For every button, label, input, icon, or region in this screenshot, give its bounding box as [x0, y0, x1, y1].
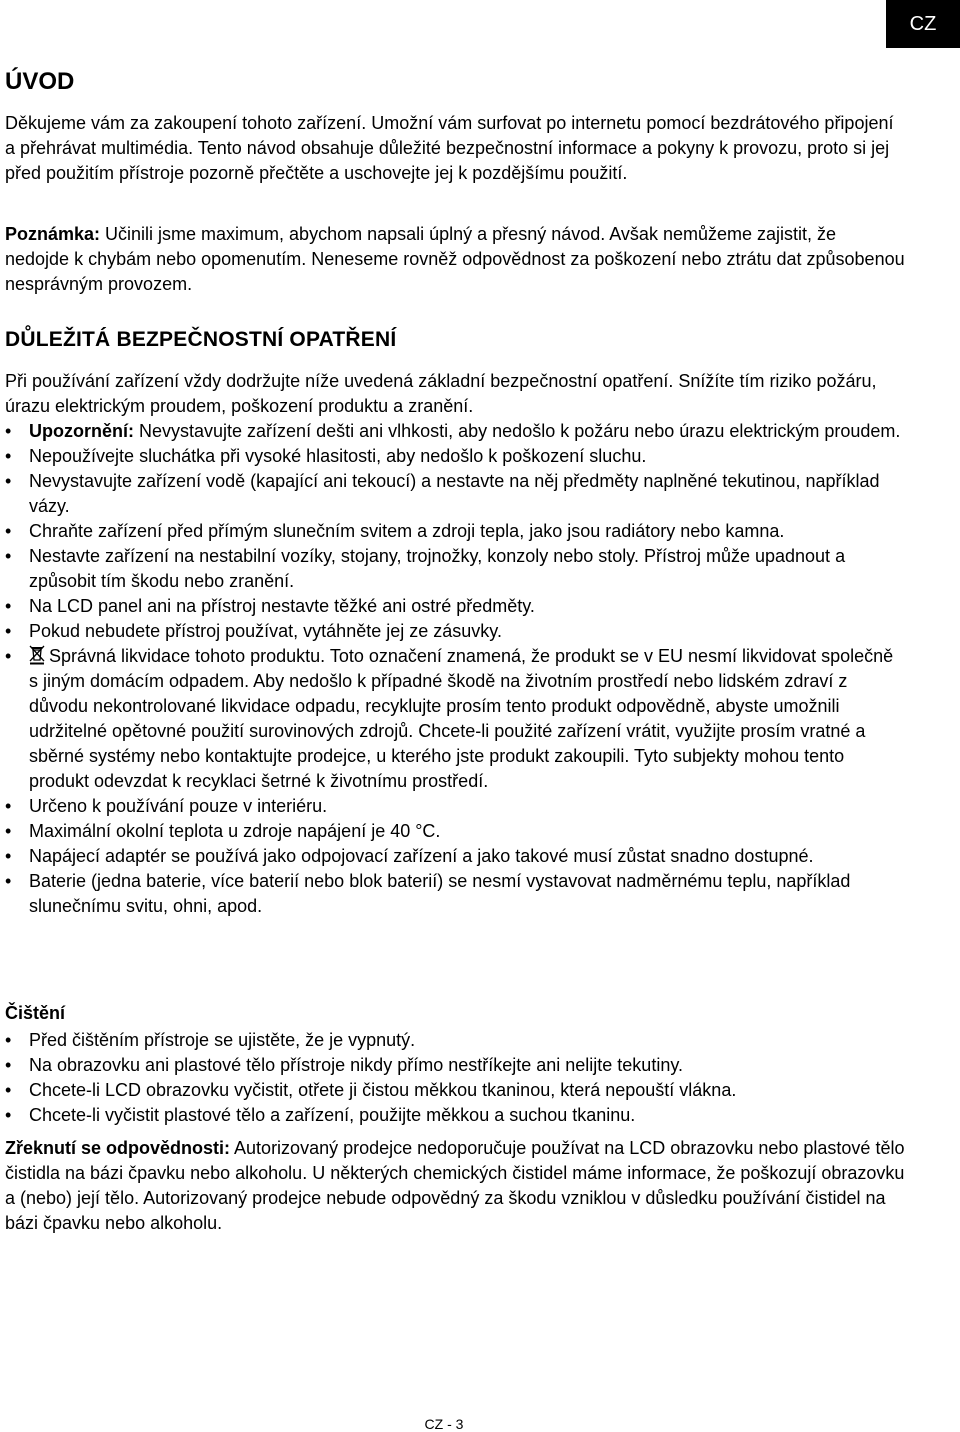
list-item: • Chraňte zařízení před přímým slunečním svitem a zdroji tepla, jako jsou radiátory nebo kamna.: [5, 519, 905, 544]
language-tab: CZ: [886, 0, 960, 48]
safety-intro: Při používání zařízení vždy dodržujte níže uvedená základní bezpečnostní opatření. Snížíte tím riziko požáru, úrazu elektrickým proudem, poškození produktu a zranění.: [5, 371, 877, 416]
list-item: • Na obrazovku ani plastové tělo přístroje nikdy přímo nestříkejte ani nelijte tekutiny.: [5, 1053, 905, 1078]
list-item: • Chcete-li vyčistit plastové tělo a zařízení, použijte měkkou a suchou tkaninu.: [5, 1103, 905, 1128]
list-item: • Na LCD panel ani na přístroj nestavte těžké ani ostré předměty.: [5, 594, 905, 619]
list-item: • Před čištěním přístroje se ujistěte, že je vypnutý.: [5, 1028, 905, 1053]
note-paragraph: [5, 222, 905, 297]
list-item-warning: [5, 419, 905, 444]
note-text: Učinili jsme maximum, abychom napsali úplný a přesný návod. Avšak nemůžeme zajistit, že nedojde k chybám nebo opomenutím. Neneseme rovněž odpovědnost za poškození nebo ztrátu dat způsobenou nesprávným provozem.: [5, 224, 905, 294]
disposal-text: Správná likvidace tohoto produktu. Toto označení znamená, že produkt se v EU nesmí likvidovat společně s jiným domácím odpadem. Aby nedošlo k případné škodě na životním prostředí nebo lidském zdraví z důvodu nekontrolované likvidace odpadu, recyklujte prosím tento produkt odpovědně, abyste umožnili udržitelné opětovné použití surovinových zdrojů. Chcete-li použité zařízení vrátit, využijte prosím vratné a sběrné systémy nebo kontaktujte prodejce, u kterého jste produkt zakoupili. Tyto subjekty mohou tento produkt odevzdat k recyklaci šetrné k životnímu prostředí.: [29, 646, 894, 791]
warning-label: Upozornění:: [29, 421, 134, 441]
disclaimer-label: Zřeknutí se odpovědnosti:: [5, 1138, 231, 1158]
safety-list: [5, 419, 905, 919]
cleaning-list: [5, 1028, 905, 1128]
list-item-disposal: [5, 644, 905, 794]
crossed-bin-icon: [29, 645, 45, 665]
disclaimer-text: Autorizovaný prodejce nedoporučuje používat na LCD obrazovku nebo plastové tělo čistidla na bázi čpavku nebo alkoholu. U některých chemických čistidel máme informace, že poškozují obrazovku a (nebo) její tělo. Autorizovaný prodejce nebude odpovědný za škodu vzniklou v důsledku používání čistidel na bázi čpavku nebo alkoholu.: [5, 1138, 905, 1233]
list-item: • Nepoužívejte sluchátka při vysoké hlasitosti, aby nedošlo k poškození sluchu.: [5, 444, 905, 469]
list-item: • Napájecí adaptér se používá jako odpojovací zařízení a jako takové musí zůstat snadno dostupné.: [5, 844, 905, 869]
intro-paragraph: Děkujeme vám za zakoupení tohoto zařízení. Umožní vám surfovat po internetu pomocí bezdrátového připojení a přehrávat multimédia. Tento návod obsahuje důležité bezpečnostní informace a pokyny k provozu, proto si jej před použitím přístroje pozorně přečtěte a uschovejte jej k pozdějšímu použití.: [5, 113, 894, 183]
safety-title: DŮLEŽITÁ BEZPEČNOSTNÍ OPATŘENÍ: [5, 328, 397, 351]
warning-text: Nevystavujte zařízení dešti ani vlhkosti, aby nedošlo k požáru nebo úrazu elektrickým proudem.: [134, 421, 901, 441]
list-item: • Maximální okolní teplota u zdroje napájení je 40 °C.: [5, 819, 905, 844]
list-item: • Pokud nebudete přístroj používat, vytáhněte jej ze zásuvky.: [5, 619, 905, 644]
list-item: • Chcete-li LCD obrazovku vyčistit, otřete ji čistou měkkou tkaninou, která nepouští vlákna.: [5, 1078, 905, 1103]
list-item: • Nestavte zařízení na nestabilní vozíky, stojany, trojnožky, konzoly nebo stoly. Přístroj může upadnout a způsobit tím škodu nebo zranění.: [5, 544, 905, 594]
disclaimer-paragraph: [5, 1136, 905, 1236]
list-item: • Nevystavujte zařízení vodě (kapající ani tekoucí) a nestavte na něj předměty naplněné tekutinou, například vázy.: [5, 469, 905, 519]
cleaning-title: Čištění: [5, 1003, 66, 1023]
note-label: Poznámka:: [5, 224, 101, 244]
list-item: • Určeno k používání pouze v interiéru.: [5, 794, 905, 819]
intro-title: ÚVOD: [5, 68, 75, 95]
page-footer: [0, 1416, 960, 1432]
list-item: • Baterie (jedna baterie, více baterií nebo blok baterií) se nesmí vystavovat nadměrnému teplu, například slunečnímu svitu, ohni, apod.: [5, 869, 905, 919]
page-number: CZ - 3: [424, 1416, 464, 1432]
